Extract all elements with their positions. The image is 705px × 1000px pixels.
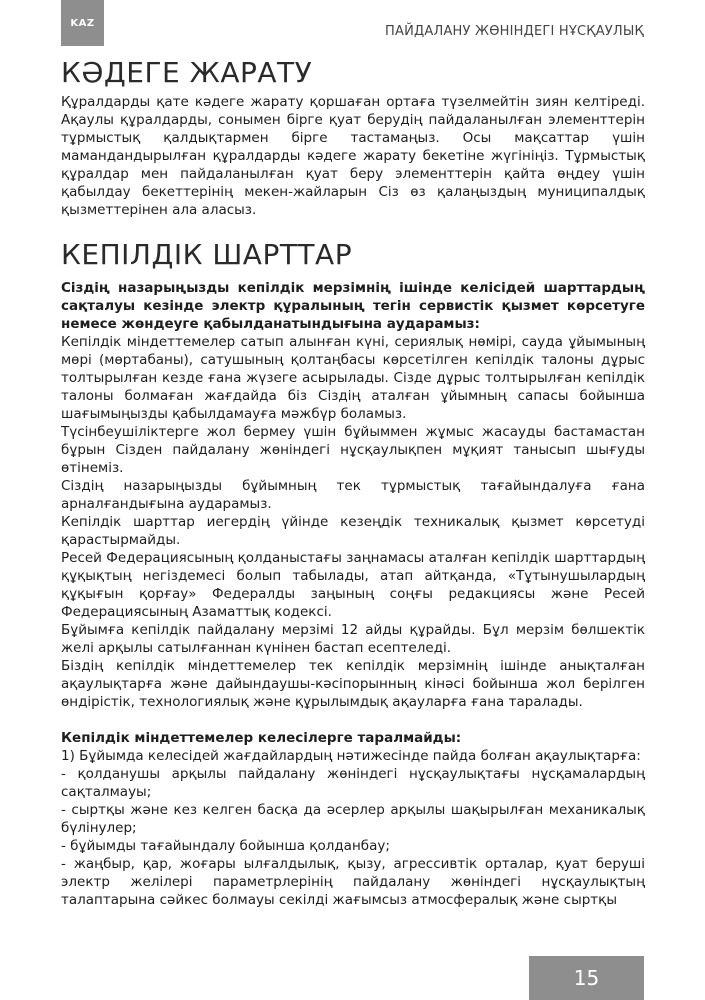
- warranty-paragraph: Кепілдік шарттар иегердің үйінде кезеңдік техникалық қызмет көрсетуді қарастырмайды.: [61, 514, 645, 548]
- warranty-paragraph: Сіздің назарыңызды бұйымның тек тұрмыстық тағайындалуға ғана арналғандығына аударамыз.: [61, 478, 645, 512]
- exclusion-item: 1) Бұйымда келесідей жағдайлардың нәтижесінде пайда болған ақаулықтарға:: [61, 748, 641, 764]
- header-title: ПАЙДАЛАНУ ЖӨНІНДЕГІ НҰСҚАУЛЫҚ: [385, 24, 644, 39]
- warranty-paragraph: Біздің кепілдік міндеттемелер тек кепілдік мерзімнің ішінде анықталған ақаулықтарға және дайындаушы-кәсіпорынның кінәсі бойынша жол берілген өндірістік, технологиялық және құрылымдық ақауларға ғана таралады.: [61, 658, 645, 710]
- warranty-intro: Сіздің назарыңызды кепілдік мерзімнің ішінде келісідей шарттардың сақталуы кезінде электр құралының тегін сервистік қызмет көрсетуге немесе жөндеуге қабылданатындығына аударамыз:: [61, 280, 645, 332]
- disposal-paragraph: Құралдарды қате кәдеге жарату қоршаған ортаға түзелмейтін зиян келтіреді. Ақаулы құралдарды, сонымен бірге қуат берудің пайдаланылған элементтерін тұрмыстық қалдықтармен бірге тастамаңыз. Осы мақсаттар үшін мамандандырылған құралдарды кәдеге жарату бекетіне жүгініңіз. Тұрмыстық құралдар мен пайдаланылған қуат беру элементтерін қайта өңдеу үшін қабылдау бекеттерінің мекен-жайларын Сіз өз қалаңыздың муниципалдық қызметтерінен ала аласыз.: [61, 94, 645, 218]
- exclusion-item: - жаңбыр, қар, жоғары ылғалдылық, қызу, агрессивтік орталар, қуат беруші электр желілері параметрлерінің пайдалану жөніндегі нұсқаулықтың талаптарына сәйкес болмауы секілді жағымсыз атмосфералық және сыртқы: [61, 856, 645, 908]
- page-number: 15: [529, 956, 644, 1000]
- warranty-paragraph: Кепілдік міндеттемелер сатып алынған күні, сериялық нөмірі, сауда ұйымының мөрі (мөртабаны), сатушының қолтаңбасы көрсетілген кепілдік талоны дұрыс толтырылған кезде ғана жүзеге асырылады. Сізде дұрыс толтырылған кепілдік талоны болмаған жағдайда біз Сіздің аталған ұйымның сапасы бойынша шағымыңызды қабылдамауға мәжбүр боламыз.: [61, 334, 645, 422]
- warranty-paragraph: Ресей Федерациясының қолданыстағы заңнамасы аталған кепілдік шарттардың құқықтың негіздемесі болып табылады, атап айтқанда, «Тұтынушылардың құқығын қорғау» Федералды заңының соңғы редакциясы және Ресей Федерациясының Азаматтық кодексі.: [61, 550, 645, 620]
- section-title-disposal: КӘДЕГЕ ЖАРАТУ: [61, 56, 313, 89]
- language-badge: KAZ: [61, 0, 104, 46]
- section-title-warranty: КЕПІЛДІК ШАРТТАР: [61, 238, 353, 271]
- exclusion-item: - қолданушы арқылы пайдалану жөніндегі нұсқаулықтағы нұсқамалардың сақталмауы;: [61, 766, 645, 800]
- warranty-paragraph: Түсінбеушіліктерге жол бермеу үшін бұйыммен жұмыс жасауды бастамастан бұрын Сізден пайдалану жөніндегі нұсқаулықпен мұқият танысып шығуды өтінеміз.: [61, 424, 645, 476]
- page-content: [61, 55, 645, 909]
- warranty-paragraph: Бұйымға кепілдік пайдалану мерзімі 12 айды құрайды. Бұл мерзім бөлшектік желі арқылы сатылғаннан күнінен бастап есептеледі.: [61, 622, 645, 656]
- exclusions-title: Кепілдік міндеттемелер келесілерге таралмайды:: [61, 730, 462, 746]
- exclusion-item: - сыртқы және кез келген басқа да әсерлер арқылы шақырылған механикалық бүлінулер;: [61, 802, 645, 836]
- exclusion-item: - бұйымды тағайындалу бойынша қолданбау;: [61, 838, 390, 854]
